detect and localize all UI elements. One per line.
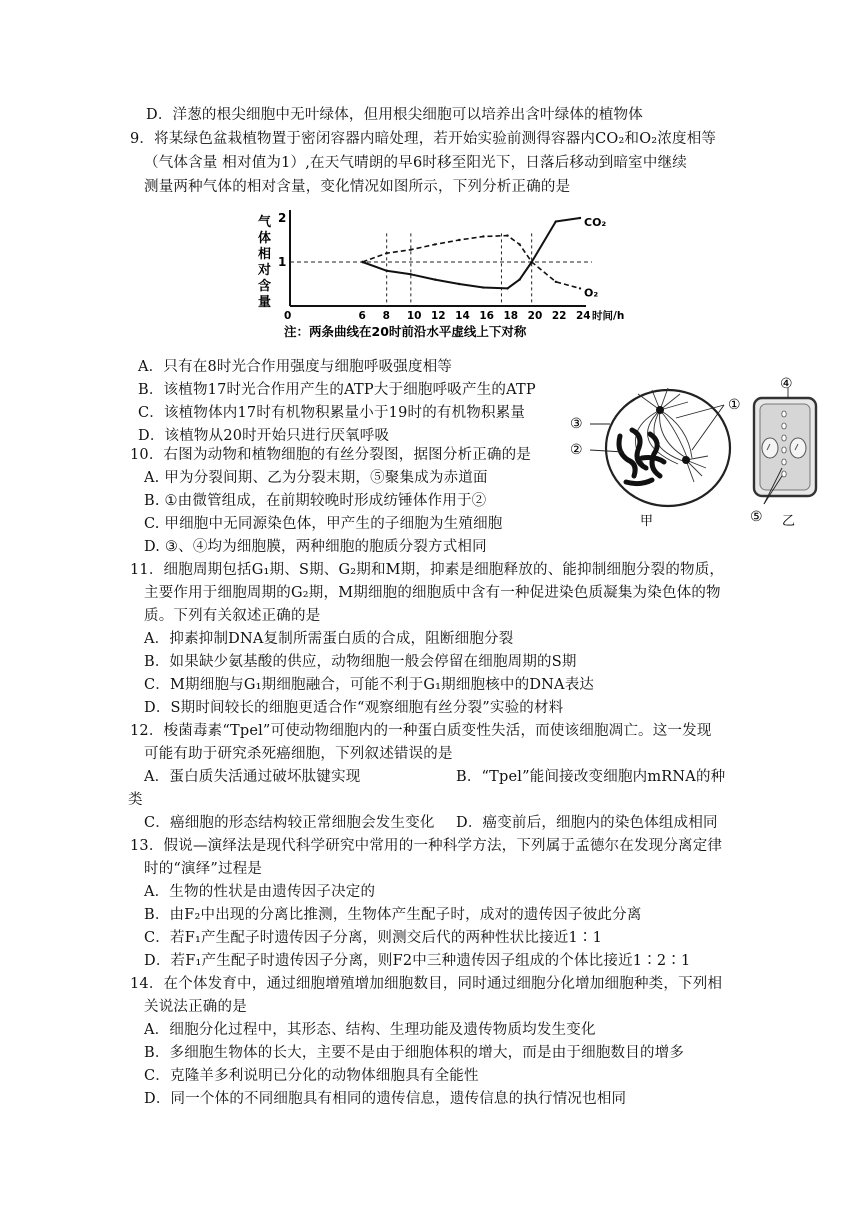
- q9-stem-line1: 9．将某绿色盆栽植物置于密闭容器内暗处理，若开始实验前测得容器内CO₂和O₂浓度相等: [130, 131, 717, 147]
- q10-option-c: C. 甲细胞中无同源染色体，甲产生的子细胞为生殖细胞: [144, 516, 503, 532]
- q12-option-c: C．癌细胞的形态结构较正常细胞会发生变化: [144, 815, 435, 831]
- caption-yi: 乙: [782, 514, 796, 529]
- series-o2-point: [579, 287, 581, 289]
- q10-stem: 10．右图为动物和植物细胞的有丝分裂图，据图分析正确的是: [130, 447, 532, 463]
- x-tick-label: 14: [455, 310, 470, 322]
- chart-note: 注：两条曲线在20时前沿水平虚线上下对称: [284, 324, 527, 339]
- series-o2-point: [555, 281, 557, 283]
- x-tick-label: 12: [431, 310, 446, 322]
- q13-option-d: D．若F₁产生配子时遗传因子分离，则F2中三种遗传因子组成的个体比接近1∶2∶1: [144, 953, 691, 969]
- x-tick-label: 20: [527, 310, 543, 322]
- series-co2-point: [506, 287, 508, 289]
- q13-option-c: C．若F₁产生配子时遗传因子分离，则测交后代的两种性状比接近1∶1: [144, 930, 603, 946]
- q14-option-c: C．克隆羊多利说明已分化的动物体细胞具有全能性: [144, 1068, 479, 1084]
- y-axis-label-char: 体: [258, 231, 272, 246]
- series-o2-point: [434, 243, 436, 245]
- y-axis-label-char: 对: [258, 263, 272, 278]
- q11-stem-line2: 主要作用于细胞周期的G₂期，M期细胞的细胞质中含有一种促进染色质凝集为染色体的物: [144, 585, 721, 601]
- y-tick-label: 1: [278, 255, 287, 269]
- series-co2-point: [482, 286, 484, 288]
- q9-stem-line2: （气体含量 相对值为1）,在天气晴朗的早6时移至阳光下，日落后移动到暗室中继续: [144, 155, 687, 171]
- label-4: ④: [780, 376, 793, 392]
- y-axis-label-char: 气: [258, 215, 272, 230]
- q13-option-b: B．由F₂中出现的分离比推测，生物体产生配子时，成对的遗传因子彼此分离: [144, 907, 642, 923]
- q11-stem-line1: 11．细胞周期包括G₁期、S期、G₂期和M期，抑素是细胞释放的、能抑制细胞分裂的物质，: [130, 562, 725, 578]
- x-tick-label: 6: [358, 310, 366, 322]
- series-o2-point: [458, 239, 460, 241]
- series-co2-point: [579, 217, 581, 219]
- q14-option-d: D．同一个体的不同细胞具有相同的遗传信息，遗传信息的执行情况也相同: [144, 1091, 627, 1107]
- q10-option-d: D. ③、④均为细胞膜，两种细胞的胞质分裂方式相同: [144, 539, 487, 555]
- x-axis-label: 时间/h: [592, 310, 625, 322]
- label-5: ⑤: [750, 509, 763, 525]
- q12-option-d: D．癌变前后，细胞内的染色体组成相同: [456, 815, 718, 831]
- label-2: ②: [570, 442, 583, 458]
- q11-option-c: C．M期细胞与G₁期细胞融合，可能不利于G₁期细胞核中的DNA表达: [144, 677, 595, 693]
- series-o2-point: [518, 243, 520, 245]
- x-tick-label: 0: [284, 310, 292, 322]
- daughter-nucleus: [762, 438, 778, 458]
- q14-stem-line1: 14．在个体发育中，通过细胞增殖增加细胞数目，同时通过细胞分化增加细胞种类，下列相: [130, 976, 723, 992]
- q14-option-a: A．细胞分化过程中，其形态、结构、生理功能及遗传物质均发生变化: [144, 1022, 596, 1038]
- series-o2-label: O₂: [584, 286, 599, 300]
- x-tick-label: 8: [382, 310, 390, 322]
- q14-option-b: B．多细胞生物体的长大，主要不是由于细胞体积的增大，而是由于细胞数目的增多: [144, 1045, 685, 1061]
- plant-cell-yi: [750, 376, 816, 529]
- q12-stem-line2: 可能有助于研究杀死癌细胞，下列叙述错误的是: [144, 746, 453, 762]
- q13-option-a: A．生物的性状是由遗传因子决定的: [144, 884, 376, 900]
- q10-option-b: B. ①由微管组成，在前期较晚时形成纺锤体作用于②: [144, 493, 487, 509]
- centriole: [656, 406, 664, 414]
- q8-option-d: D．洋葱的根尖细胞中无叶绿体，但用根尖细胞可以培养出含叶绿体的植物体: [146, 107, 643, 123]
- q12-option-b-wrap: 类: [128, 792, 143, 808]
- q12-option-a: A．蛋白质失活通过破坏肽键实现: [144, 769, 361, 785]
- x-tick-label: 22: [551, 310, 567, 322]
- y-axis-label-char: 相: [258, 247, 272, 262]
- centriole: [682, 456, 690, 464]
- label-3: ③: [570, 416, 583, 432]
- series-co2-point: [385, 270, 387, 272]
- animal-cell-jia: [570, 388, 741, 529]
- series-co2-line: [363, 218, 581, 288]
- series-o2-point: [482, 235, 484, 237]
- y-axis-label-char: 量: [258, 295, 272, 310]
- q10-option-a: A. 甲为分裂间期、乙为分裂末期，⑤聚集成为赤道面: [144, 470, 488, 486]
- q12-option-b: B．“Tpel”能间接改变细胞内mRNA的种: [456, 769, 726, 785]
- series-co2-point: [458, 283, 460, 285]
- series-o2-point: [530, 261, 532, 263]
- series-co2-point: [410, 273, 412, 275]
- q9-option-b: B．该植物17时光合作用产生的ATP大于细胞呼吸产生的ATP: [138, 382, 536, 398]
- x-tick-label: 16: [479, 310, 494, 322]
- q9-option-c: C．该植物体内17时有机物积累量小于19时的有机物积累量: [138, 405, 526, 421]
- q11-option-b: B．如果缺少氨基酸的供应，动物细胞一般会停留在细胞周期的S期: [144, 654, 577, 670]
- x-tick-label: 24: [576, 310, 591, 322]
- q11-stem-line3: 质。下列有关叙述正确的是: [144, 608, 321, 624]
- series-co2-point: [518, 278, 520, 280]
- q11-option-d: D．S期时间较长的细胞更适合作“观察细胞有丝分裂”实验的材料: [144, 700, 564, 716]
- q11-option-a: A．抑素抑制DNA复制所需蛋白质的合成，阻断细胞分裂: [144, 631, 514, 647]
- q9-option-a: A．只有在8时光合作用强度与细胞呼吸强度相等: [138, 359, 453, 375]
- q9-option-d: D．该植物从20时开始只进行厌氧呼吸: [138, 428, 390, 444]
- label-1: ①: [728, 397, 741, 413]
- q9-stem-line3: 测量两种气体的相对含量，变化情况如图所示，下列分析正确的是: [144, 179, 571, 195]
- series-o2-point: [385, 252, 387, 254]
- daughter-nucleus: [790, 438, 806, 458]
- q13-stem-line2: 时的“演绎”过程是: [144, 861, 263, 877]
- series-co2-point: [555, 220, 557, 222]
- y-tick-label: 2: [278, 211, 287, 225]
- q14-stem-line2: 关说法正确的是: [144, 999, 247, 1015]
- q12-stem-line1: 12．梭菌毒素“Tpel”可使动物细胞内的一种蛋白质变性失活，而使该细胞凋亡。这一发现: [130, 723, 712, 739]
- series-o2-point: [506, 234, 508, 236]
- series-co2-label: CO₂: [584, 216, 607, 229]
- caption-jia: 甲: [640, 514, 654, 529]
- q13-stem-line1: 13．假说—演绎法是现代科学研究中常用的一种科学方法，下列属于孟德尔在发现分离定律: [130, 838, 723, 854]
- mitosis-figure: [568, 372, 830, 530]
- series-o2-point: [361, 261, 363, 263]
- series-o2-point: [410, 248, 412, 250]
- gas-content-chart: [252, 210, 672, 346]
- y-axis-label-char: 含: [258, 279, 272, 294]
- x-tick-label: 10: [406, 310, 422, 322]
- x-tick-label: 18: [503, 310, 519, 322]
- series-co2-point: [434, 278, 436, 280]
